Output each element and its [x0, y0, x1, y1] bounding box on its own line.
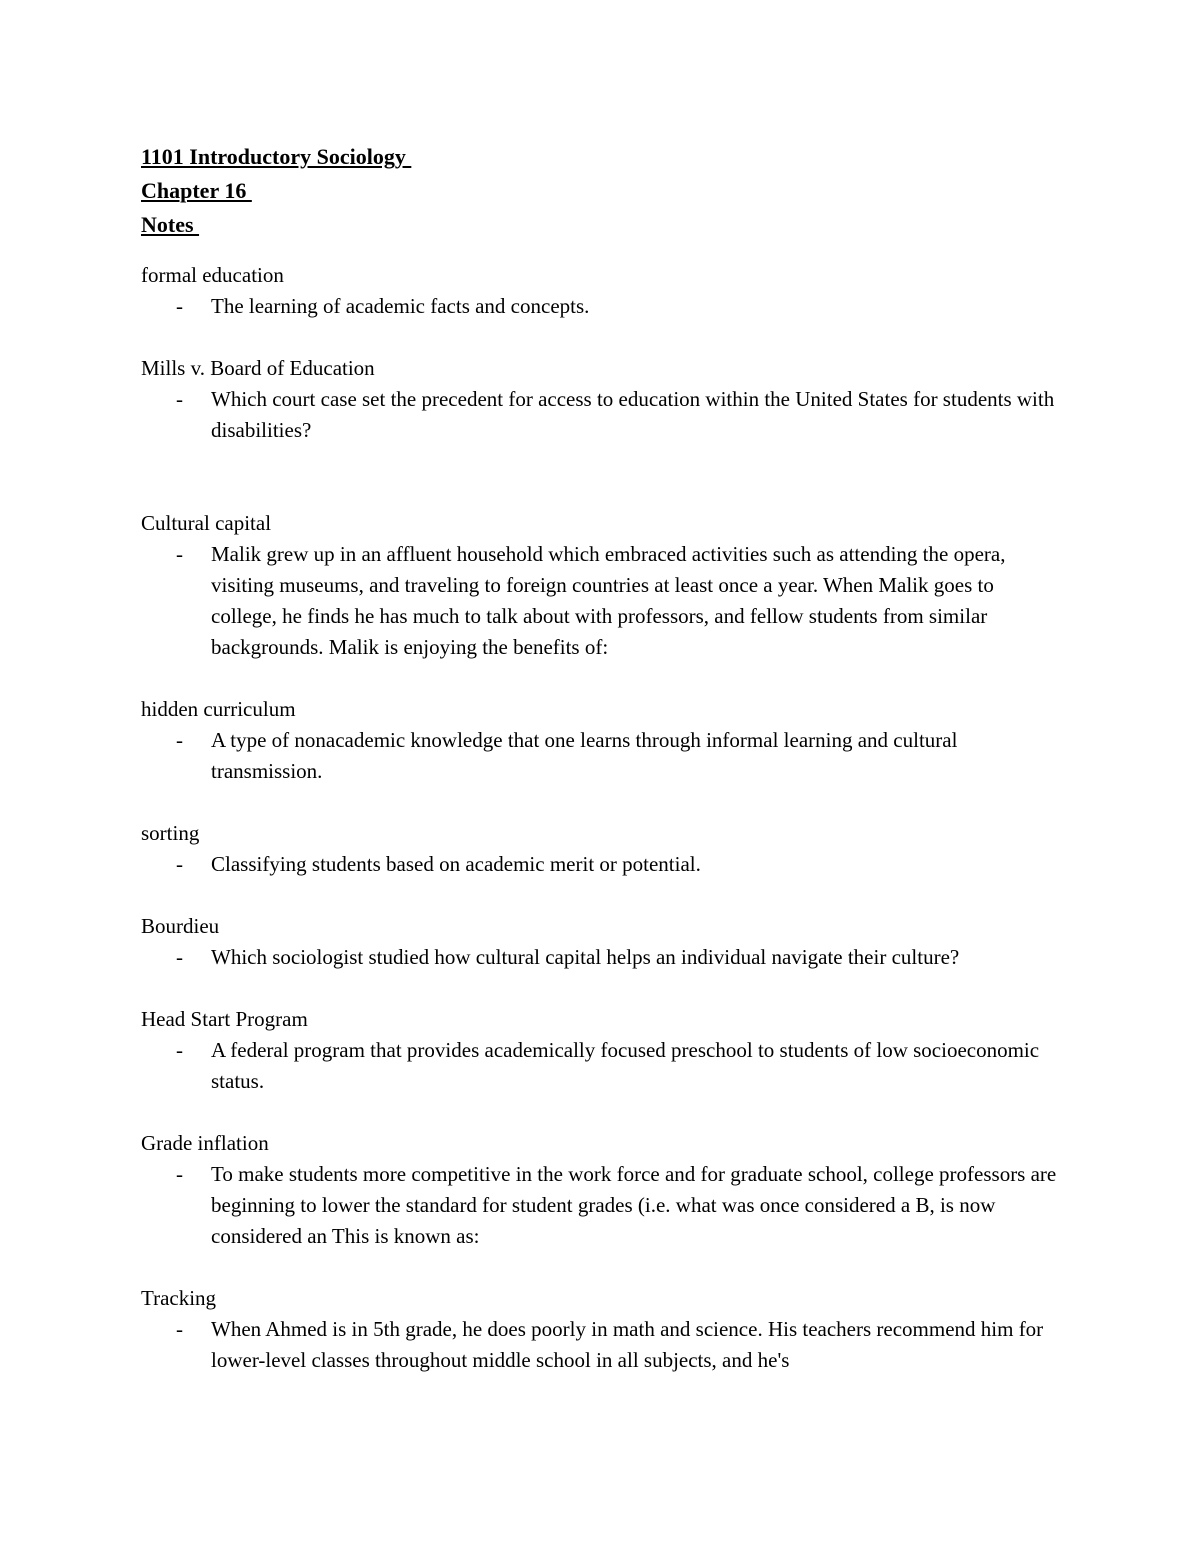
note-definition [141, 291, 1061, 322]
chapter-title: Chapter 16 [141, 178, 252, 203]
note-definition [141, 1159, 1061, 1252]
note-definition-text: Which court case set the precedent for access to education within the United States for students with disabilities? [211, 387, 1055, 442]
note-definition-text: Malik grew up in an affluent household which embraced activities such as attending the opera, visiting museums, and traveling to foreign countries at least once a year. When Malik goes to college, he finds he has much to talk about with professors, and fellow students from similar backgrounds. Malik is enjoying the benefits of: [211, 542, 1006, 659]
note-entry-formal-education [141, 260, 1061, 322]
note-definition-text: When Ahmed is in 5th grade, he does poorly in math and science. His teachers recommend him for lower-level classes throughout middle school in all subjects, and he's [211, 1317, 1044, 1372]
note-definition-text: The learning of academic facts and concepts. [211, 294, 590, 318]
note-definition-text: A type of nonacademic knowledge that one learns through informal learning and cultural transmission. [211, 728, 958, 783]
course-title: 1101 Introductory Sociology [141, 144, 412, 169]
bullet-dash: - [176, 1038, 183, 1062]
note-term: Tracking [141, 1286, 217, 1310]
note-entry-grade-inflation [141, 1128, 1061, 1252]
bullet-dash: - [176, 542, 183, 566]
note-term: Head Start Program [141, 1007, 308, 1031]
note-definition-text: To make students more competitive in the work force and for graduate school, college professors are beginning to lower the standard for student grades (i.e. what was once considered a B, is now considered an This is known as: [211, 1162, 1057, 1248]
notes-title: Notes [141, 212, 200, 237]
note-definition [141, 725, 1061, 787]
note-term: sorting [141, 821, 200, 845]
note-term: Bourdieu [141, 914, 220, 938]
note-definition-text: A federal program that provides academically focused preschool to students of low socioeconomic status. [211, 1038, 1040, 1093]
note-definition [141, 942, 1061, 973]
bullet-dash: - [176, 1162, 183, 1186]
note-definition [141, 1314, 1061, 1376]
note-definition [141, 1035, 1061, 1097]
note-definition-text: Which sociologist studied how cultural capital helps an individual navigate their culture? [211, 945, 960, 969]
note-term: Grade inflation [141, 1131, 269, 1155]
bullet-dash: - [176, 852, 183, 876]
bullet-dash: - [176, 1317, 183, 1341]
note-definition [141, 539, 1061, 663]
bullet-dash: - [176, 945, 183, 969]
bullet-dash: - [176, 294, 183, 318]
note-entry-mills [141, 353, 1061, 446]
note-entry-sorting [141, 818, 1061, 880]
note-entry-bourdieu [141, 911, 1061, 973]
note-term: Mills v. Board of Education [141, 356, 375, 380]
bullet-dash: - [176, 728, 183, 752]
note-entry-hidden-curriculum [141, 694, 1061, 787]
note-definition-text: Classifying students based on academic merit or potential. [211, 852, 701, 876]
bullet-dash: - [176, 387, 183, 411]
note-term: hidden curriculum [141, 697, 296, 721]
note-term: Cultural capital [141, 511, 272, 535]
note-entry-cultural-capital [141, 508, 1061, 663]
note-term: formal education [141, 263, 284, 287]
note-entry-head-start [141, 1004, 1061, 1097]
document-page [141, 140, 1061, 1376]
note-definition [141, 384, 1061, 446]
note-entry-tracking [141, 1283, 1061, 1376]
document-header [141, 140, 1061, 242]
note-definition [141, 849, 1061, 880]
